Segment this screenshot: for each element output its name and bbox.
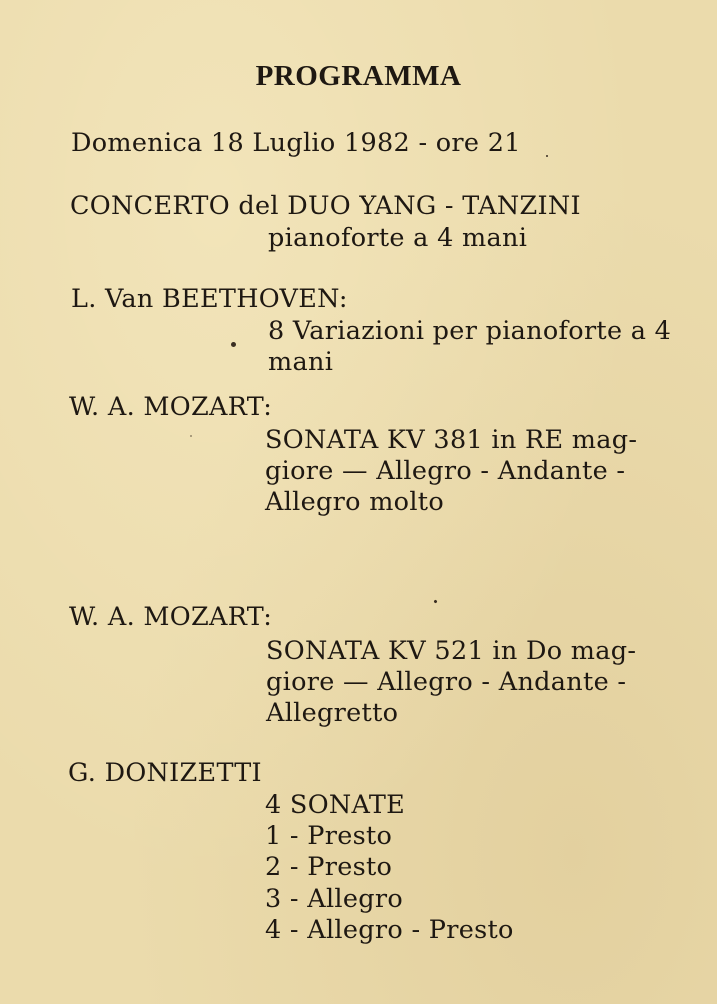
piece-line: 1 - Presto [265,821,393,851]
piece-line: giore — Allegro - Andante - [266,667,627,697]
paper-speck [546,155,548,157]
piece-line: giore — Allegro - Andante - [265,456,626,486]
composer-donizetti: G. DONIZETTI [68,758,262,788]
piece-line: 3 - Allegro [265,884,404,914]
page-title: PROGRAMMA [255,60,462,92]
paper-speck [231,342,236,347]
piece-line: Allegro molto [265,487,444,517]
paper-speck [433,599,437,603]
composer-beethoven: L. Van BEETHOVEN: [71,284,348,314]
piece-line: 8 Variazioni per pianoforte a 4 [268,316,672,346]
piece-line: SONATA KV 381 in RE mag- [265,425,638,455]
paper-speck [190,435,192,437]
composer-mozart: W. A. MOZART: [69,392,273,422]
piece-line: mani [268,347,334,377]
piece-line: SONATA KV 521 in Do mag- [266,636,637,666]
concert-name: CONCERTO del DUO YANG - TANZINI [70,191,581,221]
composer-mozart: W. A. MOZART: [69,602,273,632]
date-line: Domenica 18 Luglio 1982 - ore 21 [71,128,521,158]
piece-line: 4 SONATE [265,790,406,820]
concert-instrument: pianoforte a 4 mani [268,223,528,253]
piece-line: 2 - Presto [265,852,393,882]
piece-line: Allegretto [266,698,399,728]
piece-line: 4 - Allegro - Presto [265,915,514,945]
